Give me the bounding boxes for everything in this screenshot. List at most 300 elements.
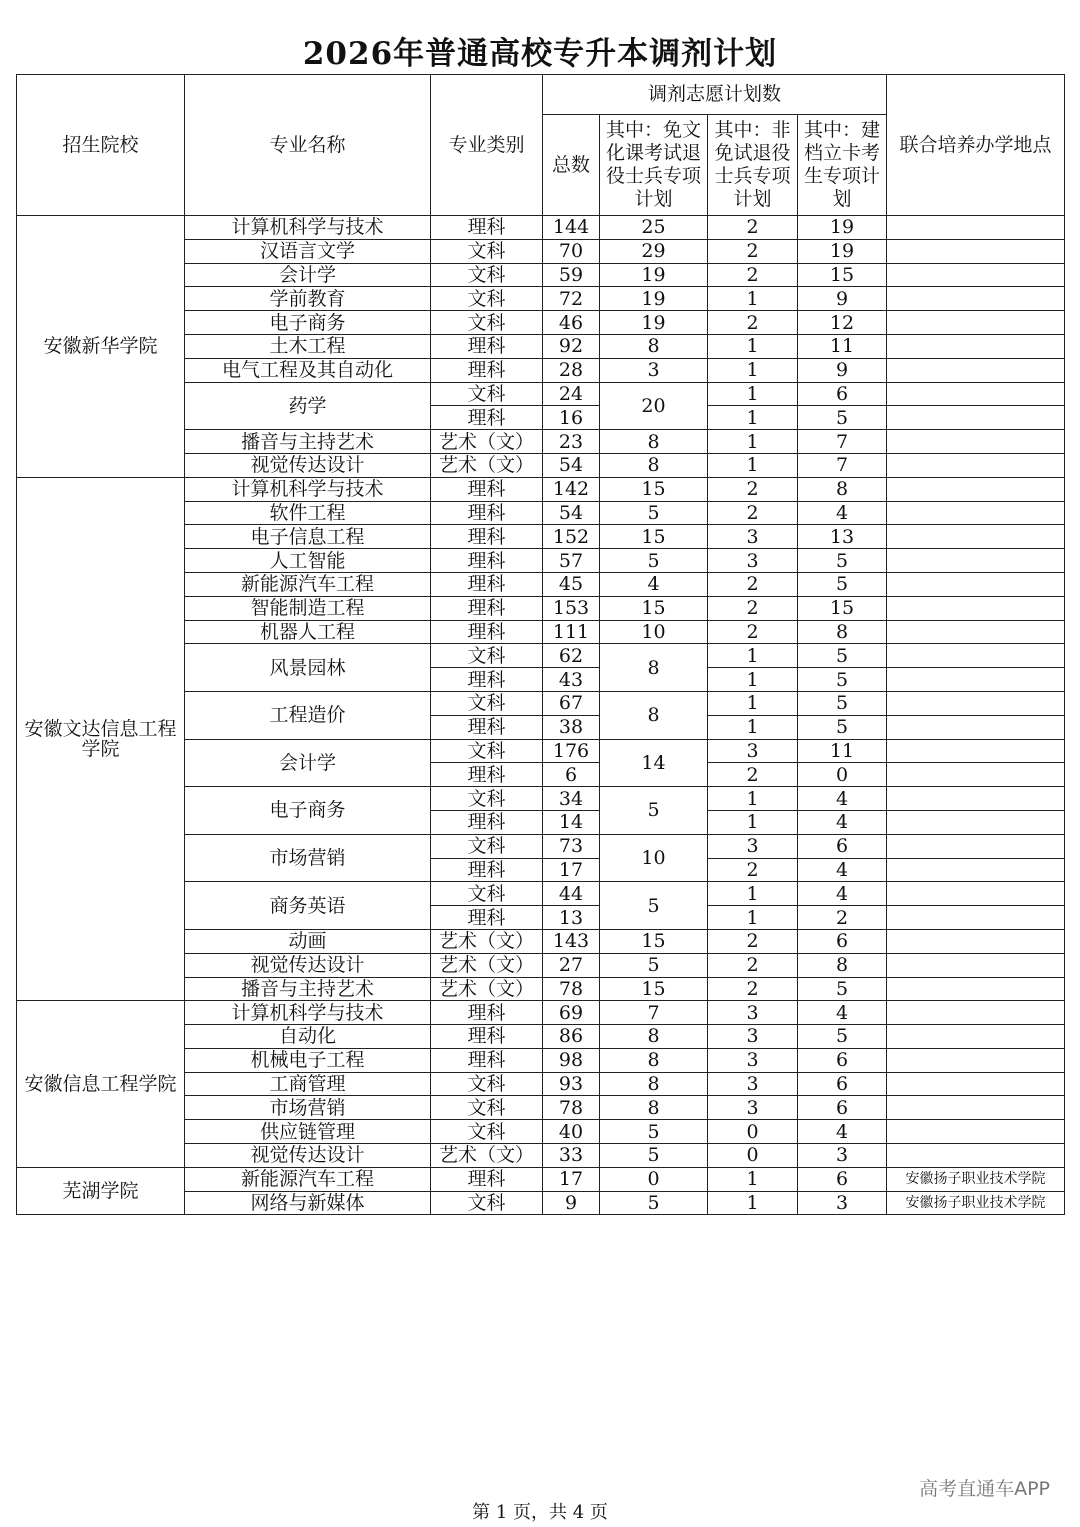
major-name-cell: 市场营销 — [185, 834, 431, 882]
header-nonexempt: 其中：非免试退役士兵专项计划 — [708, 115, 798, 216]
joint-location-cell — [887, 644, 1065, 668]
header-joint: 联合培养办学地点 — [887, 75, 1065, 216]
poverty-cell: 4 — [798, 858, 887, 882]
joint-location-cell — [887, 311, 1065, 335]
category-cell: 艺术（文） — [431, 977, 543, 1001]
major-name-cell: 自动化 — [185, 1025, 431, 1049]
joint-location-cell — [887, 715, 1065, 739]
school-name-cell: 芜湖学院 — [17, 1167, 185, 1215]
category-cell: 理科 — [431, 1001, 543, 1025]
nonexempt-cell: 3 — [708, 1072, 798, 1096]
poverty-cell: 5 — [798, 715, 887, 739]
exempt-cell: 5 — [600, 787, 708, 835]
major-name-cell: 土木工程 — [185, 334, 431, 358]
major-name-cell: 新能源汽车工程 — [185, 1167, 431, 1191]
nonexempt-cell: 1 — [708, 715, 798, 739]
nonexempt-cell: 2 — [708, 858, 798, 882]
joint-location-cell — [887, 882, 1065, 906]
nonexempt-cell: 1 — [708, 382, 798, 406]
school-name-cell: 安徽信息工程学院 — [17, 1001, 185, 1168]
category-cell: 理科 — [431, 858, 543, 882]
header-exempt: 其中：免文化课考试退役士兵专项计划 — [600, 115, 708, 216]
joint-location-cell — [887, 787, 1065, 811]
category-cell: 文科 — [431, 382, 543, 406]
total-cell: 16 — [543, 406, 600, 430]
category-cell: 文科 — [431, 644, 543, 668]
category-cell: 艺术（文） — [431, 929, 543, 953]
nonexempt-cell: 1 — [708, 406, 798, 430]
major-name-cell: 人工智能 — [185, 549, 431, 573]
joint-location-cell — [887, 501, 1065, 525]
poverty-cell: 9 — [798, 287, 887, 311]
joint-location-cell — [887, 739, 1065, 763]
poverty-cell: 11 — [798, 739, 887, 763]
joint-location-cell — [887, 572, 1065, 596]
total-cell: 78 — [543, 1096, 600, 1120]
nonexempt-cell: 2 — [708, 977, 798, 1001]
exempt-cell: 8 — [600, 1072, 708, 1096]
nonexempt-cell: 1 — [708, 810, 798, 834]
nonexempt-cell: 2 — [708, 953, 798, 977]
category-cell: 文科 — [431, 787, 543, 811]
total-cell: 176 — [543, 739, 600, 763]
category-cell: 文科 — [431, 239, 543, 263]
nonexempt-cell: 3 — [708, 1048, 798, 1072]
poverty-cell: 19 — [798, 239, 887, 263]
poverty-cell: 5 — [798, 549, 887, 573]
exempt-cell: 8 — [600, 1025, 708, 1049]
exempt-cell: 8 — [600, 453, 708, 477]
category-cell: 理科 — [431, 763, 543, 787]
nonexempt-cell: 2 — [708, 572, 798, 596]
joint-location-cell — [887, 287, 1065, 311]
poverty-cell: 6 — [798, 382, 887, 406]
nonexempt-cell: 1 — [708, 668, 798, 692]
joint-location-cell — [887, 334, 1065, 358]
major-name-cell: 机器人工程 — [185, 620, 431, 644]
total-cell: 27 — [543, 953, 600, 977]
nonexempt-cell: 2 — [708, 929, 798, 953]
poverty-cell: 5 — [798, 1025, 887, 1049]
total-cell: 6 — [543, 763, 600, 787]
major-name-cell: 风景园林 — [185, 644, 431, 692]
exempt-cell: 19 — [600, 287, 708, 311]
major-name-cell: 网络与新媒体 — [185, 1191, 431, 1215]
exempt-cell: 14 — [600, 739, 708, 787]
exempt-cell: 4 — [600, 572, 708, 596]
school-name-cell: 安徽文达信息工程学院 — [17, 477, 185, 1001]
category-cell: 理科 — [431, 406, 543, 430]
school-name-cell: 安徽新华学院 — [17, 216, 185, 478]
nonexempt-cell: 2 — [708, 216, 798, 240]
nonexempt-cell: 3 — [708, 525, 798, 549]
poverty-cell: 5 — [798, 644, 887, 668]
header-category: 专业类别 — [431, 75, 543, 216]
exempt-cell: 15 — [600, 596, 708, 620]
nonexempt-cell: 3 — [708, 739, 798, 763]
joint-location-cell — [887, 691, 1065, 715]
nonexempt-cell: 1 — [708, 787, 798, 811]
major-name-cell: 市场营销 — [185, 1096, 431, 1120]
category-cell: 艺术（文） — [431, 1144, 543, 1168]
total-cell: 153 — [543, 596, 600, 620]
category-cell: 文科 — [431, 311, 543, 335]
total-cell: 13 — [543, 906, 600, 930]
joint-location-cell — [887, 1048, 1065, 1072]
exempt-cell: 8 — [600, 334, 708, 358]
major-name-cell: 软件工程 — [185, 501, 431, 525]
nonexempt-cell: 2 — [708, 620, 798, 644]
exempt-cell: 3 — [600, 358, 708, 382]
poverty-cell: 6 — [798, 1096, 887, 1120]
header-plan-group: 调剂志愿计划数 — [543, 75, 887, 115]
category-cell: 理科 — [431, 1048, 543, 1072]
major-name-cell: 汉语言文学 — [185, 239, 431, 263]
joint-location-cell — [887, 858, 1065, 882]
category-cell: 文科 — [431, 1191, 543, 1215]
total-cell: 70 — [543, 239, 600, 263]
nonexempt-cell: 1 — [708, 906, 798, 930]
category-cell: 理科 — [431, 620, 543, 644]
header-major: 专业名称 — [185, 75, 431, 216]
major-name-cell: 会计学 — [185, 263, 431, 287]
category-cell: 理科 — [431, 358, 543, 382]
nonexempt-cell: 2 — [708, 763, 798, 787]
major-name-cell: 电气工程及其自动化 — [185, 358, 431, 382]
total-cell: 34 — [543, 787, 600, 811]
poverty-cell: 9 — [798, 358, 887, 382]
poverty-cell: 6 — [798, 1072, 887, 1096]
category-cell: 文科 — [431, 1096, 543, 1120]
exempt-cell: 15 — [600, 477, 708, 501]
nonexempt-cell: 1 — [708, 691, 798, 715]
plan-table-body — [17, 216, 1065, 1215]
total-cell: 86 — [543, 1025, 600, 1049]
poverty-cell: 5 — [798, 406, 887, 430]
joint-location-cell — [887, 977, 1065, 1001]
major-name-cell: 供应链管理 — [185, 1120, 431, 1144]
category-cell: 文科 — [431, 263, 543, 287]
total-cell: 54 — [543, 453, 600, 477]
category-cell: 理科 — [431, 525, 543, 549]
joint-location-cell: 安徽扬子职业技术学院 — [887, 1167, 1065, 1191]
table-row — [17, 1167, 1065, 1191]
poverty-cell: 3 — [798, 1191, 887, 1215]
exempt-cell: 5 — [600, 882, 708, 930]
major-name-cell: 动画 — [185, 929, 431, 953]
total-cell: 43 — [543, 668, 600, 692]
header-poverty: 其中：建档立卡考生专项计划 — [798, 115, 887, 216]
exempt-cell: 19 — [600, 263, 708, 287]
header-school: 招生院校 — [17, 75, 185, 216]
nonexempt-cell: 2 — [708, 596, 798, 620]
category-cell: 文科 — [431, 691, 543, 715]
poverty-cell: 11 — [798, 334, 887, 358]
joint-location-cell — [887, 929, 1065, 953]
major-name-cell: 商务英语 — [185, 882, 431, 930]
category-cell: 理科 — [431, 216, 543, 240]
total-cell: 111 — [543, 620, 600, 644]
joint-location-cell — [887, 1096, 1065, 1120]
plan-table — [16, 74, 1065, 1215]
category-cell: 文科 — [431, 1120, 543, 1144]
total-cell: 98 — [543, 1048, 600, 1072]
joint-location-cell — [887, 477, 1065, 501]
total-cell: 44 — [543, 882, 600, 906]
total-cell: 152 — [543, 525, 600, 549]
major-name-cell: 智能制造工程 — [185, 596, 431, 620]
major-name-cell: 会计学 — [185, 739, 431, 787]
joint-location-cell — [887, 620, 1065, 644]
category-cell: 理科 — [431, 596, 543, 620]
poverty-cell: 5 — [798, 668, 887, 692]
exempt-cell: 15 — [600, 977, 708, 1001]
category-cell: 理科 — [431, 906, 543, 930]
category-cell: 艺术（文） — [431, 430, 543, 454]
category-cell: 文科 — [431, 287, 543, 311]
poverty-cell: 4 — [798, 810, 887, 834]
major-name-cell: 视觉传达设计 — [185, 953, 431, 977]
total-cell: 14 — [543, 810, 600, 834]
major-name-cell: 电子商务 — [185, 787, 431, 835]
poverty-cell: 8 — [798, 953, 887, 977]
joint-location-cell — [887, 810, 1065, 834]
category-cell: 理科 — [431, 715, 543, 739]
poverty-cell: 4 — [798, 501, 887, 525]
poverty-cell: 8 — [798, 477, 887, 501]
poverty-cell: 6 — [798, 929, 887, 953]
category-cell: 理科 — [431, 1025, 543, 1049]
poverty-cell: 15 — [798, 596, 887, 620]
total-cell: 78 — [543, 977, 600, 1001]
nonexempt-cell: 2 — [708, 501, 798, 525]
exempt-cell: 5 — [600, 953, 708, 977]
total-cell: 144 — [543, 216, 600, 240]
exempt-cell: 0 — [600, 1167, 708, 1191]
exempt-cell: 5 — [600, 1120, 708, 1144]
poverty-cell: 7 — [798, 430, 887, 454]
category-cell: 文科 — [431, 882, 543, 906]
exempt-cell: 10 — [600, 620, 708, 644]
nonexempt-cell: 2 — [708, 311, 798, 335]
joint-location-cell — [887, 1120, 1065, 1144]
category-cell: 艺术（文） — [431, 953, 543, 977]
nonexempt-cell: 1 — [708, 1167, 798, 1191]
exempt-cell: 15 — [600, 929, 708, 953]
total-cell: 92 — [543, 334, 600, 358]
page-title: 2026年普通高校专升本调剂计划 — [302, 36, 778, 72]
category-cell: 文科 — [431, 1072, 543, 1096]
poverty-cell: 19 — [798, 216, 887, 240]
nonexempt-cell: 3 — [708, 834, 798, 858]
exempt-cell: 20 — [600, 382, 708, 430]
nonexempt-cell: 1 — [708, 1191, 798, 1215]
total-cell: 59 — [543, 263, 600, 287]
total-cell: 72 — [543, 287, 600, 311]
poverty-cell: 4 — [798, 1001, 887, 1025]
total-cell: 54 — [543, 501, 600, 525]
nonexempt-cell: 1 — [708, 453, 798, 477]
total-cell: 46 — [543, 311, 600, 335]
joint-location-cell — [887, 834, 1065, 858]
joint-location-cell — [887, 1025, 1065, 1049]
joint-location-cell — [887, 358, 1065, 382]
total-cell: 143 — [543, 929, 600, 953]
category-cell: 理科 — [431, 549, 543, 573]
major-name-cell: 学前教育 — [185, 287, 431, 311]
major-name-cell: 电子商务 — [185, 311, 431, 335]
joint-location-cell — [887, 1144, 1065, 1168]
poverty-cell: 13 — [798, 525, 887, 549]
exempt-cell: 25 — [600, 216, 708, 240]
poverty-cell: 6 — [798, 1167, 887, 1191]
joint-location-cell — [887, 1001, 1065, 1025]
nonexempt-cell: 2 — [708, 239, 798, 263]
joint-location-cell — [887, 382, 1065, 406]
watermark: 高考直通车APP — [919, 1478, 1050, 1500]
major-name-cell: 视觉传达设计 — [185, 1144, 431, 1168]
joint-location-cell — [887, 406, 1065, 430]
total-cell: 69 — [543, 1001, 600, 1025]
category-cell: 艺术（文） — [431, 453, 543, 477]
poverty-cell: 12 — [798, 311, 887, 335]
total-cell: 62 — [543, 644, 600, 668]
joint-location-cell — [887, 1072, 1065, 1096]
exempt-cell: 8 — [600, 644, 708, 692]
major-name-cell: 播音与主持艺术 — [185, 977, 431, 1001]
exempt-cell: 5 — [600, 549, 708, 573]
major-name-cell: 工程造价 — [185, 691, 431, 739]
nonexempt-cell: 3 — [708, 1001, 798, 1025]
total-cell: 93 — [543, 1072, 600, 1096]
nonexempt-cell: 2 — [708, 477, 798, 501]
total-cell: 40 — [543, 1120, 600, 1144]
total-cell: 9 — [543, 1191, 600, 1215]
total-cell: 57 — [543, 549, 600, 573]
joint-location-cell — [887, 239, 1065, 263]
exempt-cell: 8 — [600, 430, 708, 454]
nonexempt-cell: 0 — [708, 1120, 798, 1144]
total-cell: 33 — [543, 1144, 600, 1168]
major-name-cell: 工商管理 — [185, 1072, 431, 1096]
poverty-cell: 6 — [798, 1048, 887, 1072]
table-row — [17, 1001, 1065, 1025]
category-cell: 理科 — [431, 1167, 543, 1191]
poverty-cell: 5 — [798, 691, 887, 715]
nonexempt-cell: 1 — [708, 644, 798, 668]
total-cell: 142 — [543, 477, 600, 501]
nonexempt-cell: 1 — [708, 287, 798, 311]
poverty-cell: 4 — [798, 787, 887, 811]
total-cell: 45 — [543, 572, 600, 596]
poverty-cell: 7 — [798, 453, 887, 477]
joint-location-cell — [887, 549, 1065, 573]
poverty-cell: 4 — [798, 882, 887, 906]
total-cell: 23 — [543, 430, 600, 454]
exempt-cell: 29 — [600, 239, 708, 263]
major-name-cell: 计算机科学与技术 — [185, 216, 431, 240]
category-cell: 理科 — [431, 334, 543, 358]
category-cell: 理科 — [431, 810, 543, 834]
joint-location-cell — [887, 525, 1065, 549]
category-cell: 理科 — [431, 501, 543, 525]
total-cell: 73 — [543, 834, 600, 858]
poverty-cell: 8 — [798, 620, 887, 644]
total-cell: 24 — [543, 382, 600, 406]
nonexempt-cell: 3 — [708, 549, 798, 573]
page-footer: 第 1 页，共 4 页 — [472, 1502, 608, 1523]
major-name-cell: 电子信息工程 — [185, 525, 431, 549]
major-name-cell: 计算机科学与技术 — [185, 477, 431, 501]
exempt-cell: 5 — [600, 1144, 708, 1168]
exempt-cell: 5 — [600, 1191, 708, 1215]
joint-location-cell — [887, 953, 1065, 977]
poverty-cell: 5 — [798, 977, 887, 1001]
table-row — [17, 216, 1065, 240]
joint-location-cell — [887, 906, 1065, 930]
exempt-cell: 19 — [600, 311, 708, 335]
poverty-cell: 2 — [798, 906, 887, 930]
table-row — [17, 477, 1065, 501]
major-name-cell: 新能源汽车工程 — [185, 572, 431, 596]
nonexempt-cell: 1 — [708, 334, 798, 358]
joint-location-cell — [887, 430, 1065, 454]
exempt-cell: 8 — [600, 1096, 708, 1120]
major-name-cell: 播音与主持艺术 — [185, 430, 431, 454]
exempt-cell: 10 — [600, 834, 708, 882]
nonexempt-cell: 1 — [708, 430, 798, 454]
joint-location-cell — [887, 453, 1065, 477]
major-name-cell: 药学 — [185, 382, 431, 430]
major-name-cell: 机械电子工程 — [185, 1048, 431, 1072]
nonexempt-cell: 3 — [708, 1025, 798, 1049]
exempt-cell: 8 — [600, 1048, 708, 1072]
major-name-cell: 视觉传达设计 — [185, 453, 431, 477]
poverty-cell: 3 — [798, 1144, 887, 1168]
joint-location-cell — [887, 216, 1065, 240]
poverty-cell: 0 — [798, 763, 887, 787]
category-cell: 文科 — [431, 739, 543, 763]
nonexempt-cell: 1 — [708, 882, 798, 906]
nonexempt-cell: 3 — [708, 1096, 798, 1120]
total-cell: 67 — [543, 691, 600, 715]
exempt-cell: 5 — [600, 501, 708, 525]
category-cell: 理科 — [431, 668, 543, 692]
joint-location-cell — [887, 763, 1065, 787]
poverty-cell: 6 — [798, 834, 887, 858]
joint-location-cell — [887, 668, 1065, 692]
total-cell: 38 — [543, 715, 600, 739]
header-total: 总数 — [543, 115, 600, 216]
major-name-cell: 计算机科学与技术 — [185, 1001, 431, 1025]
poverty-cell: 5 — [798, 572, 887, 596]
nonexempt-cell: 2 — [708, 263, 798, 287]
joint-location-cell — [887, 596, 1065, 620]
joint-location-cell: 安徽扬子职业技术学院 — [887, 1191, 1065, 1215]
nonexempt-cell: 1 — [708, 358, 798, 382]
nonexempt-cell: 0 — [708, 1144, 798, 1168]
total-cell: 17 — [543, 858, 600, 882]
exempt-cell: 8 — [600, 691, 708, 739]
category-cell: 理科 — [431, 477, 543, 501]
poverty-cell: 4 — [798, 1120, 887, 1144]
exempt-cell: 15 — [600, 525, 708, 549]
joint-location-cell — [887, 263, 1065, 287]
category-cell: 文科 — [431, 834, 543, 858]
total-cell: 28 — [543, 358, 600, 382]
exempt-cell: 7 — [600, 1001, 708, 1025]
category-cell: 理科 — [431, 572, 543, 596]
